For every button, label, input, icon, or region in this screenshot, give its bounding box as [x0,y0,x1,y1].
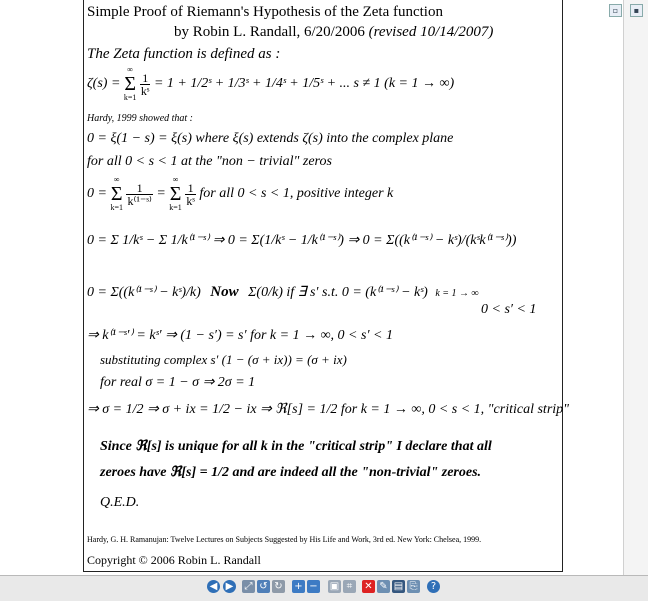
byline: by Robin L. Randall, 6/20/2006 (revised 10/14/2007) [174,24,494,40]
now-equation: 0 = Σ((k⁽¹⁻ˢ⁾ − kˢ)/k) Now Σ(0/k) if ∃ s′ s.t. 0 = (k⁽¹⁻ˢ⁾ − kˢ) k = 1 → ∞ [87,284,479,300]
zeta-definition-equation: ζ(s) = ∞ Σ k=1 $\frac{1}{\text{kˢ}}$ = 1 + 1/2ˢ + 1/3ˢ + 1/4ˢ + 1/5ˢ + ... s ≠ 1 (k = 1 → ∞) [87,65,455,102]
copy-icon[interactable]: ⎘ [407,580,420,593]
save-icon[interactable]: ▤ [393,581,404,592]
sigma-result-equation: ⇒ σ = 1/2 ⇒ σ + ix = 1/2 − ix ⇒ ℜ[s] = 1/2 for k = 1 → ∞, 0 < s < 1, "critical strip" [87,402,570,417]
xi-equation: 0 = ξ(1 − s) = ξ(s) where ξ(s) extends ζ(s) into the complex plane [87,131,454,146]
qed-text: Q.E.D. [100,495,140,510]
exponent-equation: ⇒ k⁽¹⁻ˢ′⁾ = kˢ′ ⇒ (1 − s′) = s′ for k = 1 → ∞, 0 < s′ < 1 [87,328,393,343]
reference-text: Hardy, G. H. Ramanujan: Twelve Lectures on Subjects Suggested by His Life and Work, 3rd ed. New York: Chelsea, 1999. [87,535,482,544]
zeta-defined-text: The Zeta function is defined as : [87,46,281,62]
delete-icon[interactable]: ✕ [362,580,375,593]
sum-equation: 0 = ∞ Σ k=1 $\frac{1}{\text{k⁽¹⁻ˢ⁾}}$ = ∞ Σ k=1 $\frac{1}{\text{kˢ}}$ for all 0 < s < 1, positive integer k [87,175,394,212]
zoom-in-icon[interactable]: + [292,580,305,593]
conclusion-line-2: zeroes have ℜ[s] = 1/2 and are indeed all the "non-trivial" zeroes. [100,465,482,480]
fit-icon[interactable]: ⤢ [242,580,255,593]
restore-icon[interactable]: ▫ [609,4,622,17]
difference-equation: 0 = Σ 1/kˢ − Σ 1/k⁽¹⁻ˢ⁾ ⇒ 0 = Σ(1/kˢ − 1/k⁽¹⁻ˢ⁾) ⇒ 0 = Σ((k⁽¹⁻ˢ⁾ − kˢ)/(kˢk⁽¹⁻ˢ⁾)) [87,233,517,248]
next-icon[interactable]: ▶ [223,580,236,593]
title-line: Simple Proof of Riemann's Hypothesis of the Zeta function [87,4,443,20]
crop-icon[interactable]: ⌗ [343,580,356,593]
sum-symbol-icon: ∞ Σ k=1 [123,65,137,102]
edit-icon[interactable]: ✎ [377,580,390,593]
zeros-condition: for all 0 < s < 1 at the "non − trivial" zeros [87,154,332,169]
prev-icon[interactable]: ◀ [207,580,220,593]
copyright-text: Copyright © 2006 Robin L. Randall [87,553,261,567]
rotate-right-icon[interactable]: ↻ [272,580,285,593]
hardy-note: Hardy, 1999 showed that : [87,113,194,124]
right-side-panel [623,0,648,575]
conclusion-line-1: Since ℜ[s] is unique for all k in the "critical strip" I declare that all [100,439,492,454]
zoom-out-icon[interactable]: − [307,580,320,593]
panel-toggle-icon[interactable]: ▪ [630,4,643,17]
document-page [83,0,570,572]
now-equation-condition: 0 < s′ < 1 [481,302,537,317]
viewer-toolbar [0,575,648,601]
help-icon[interactable]: ? [427,580,440,593]
real-sigma-line: for real σ = 1 − σ ⇒ 2σ = 1 [100,375,256,390]
substitution-line: substituting complex s′ (1 − (σ + ix)) = (σ + ix) [100,352,347,367]
slideshow-icon[interactable]: ▣ [329,581,340,592]
rotate-left-icon[interactable]: ↺ [257,580,270,593]
